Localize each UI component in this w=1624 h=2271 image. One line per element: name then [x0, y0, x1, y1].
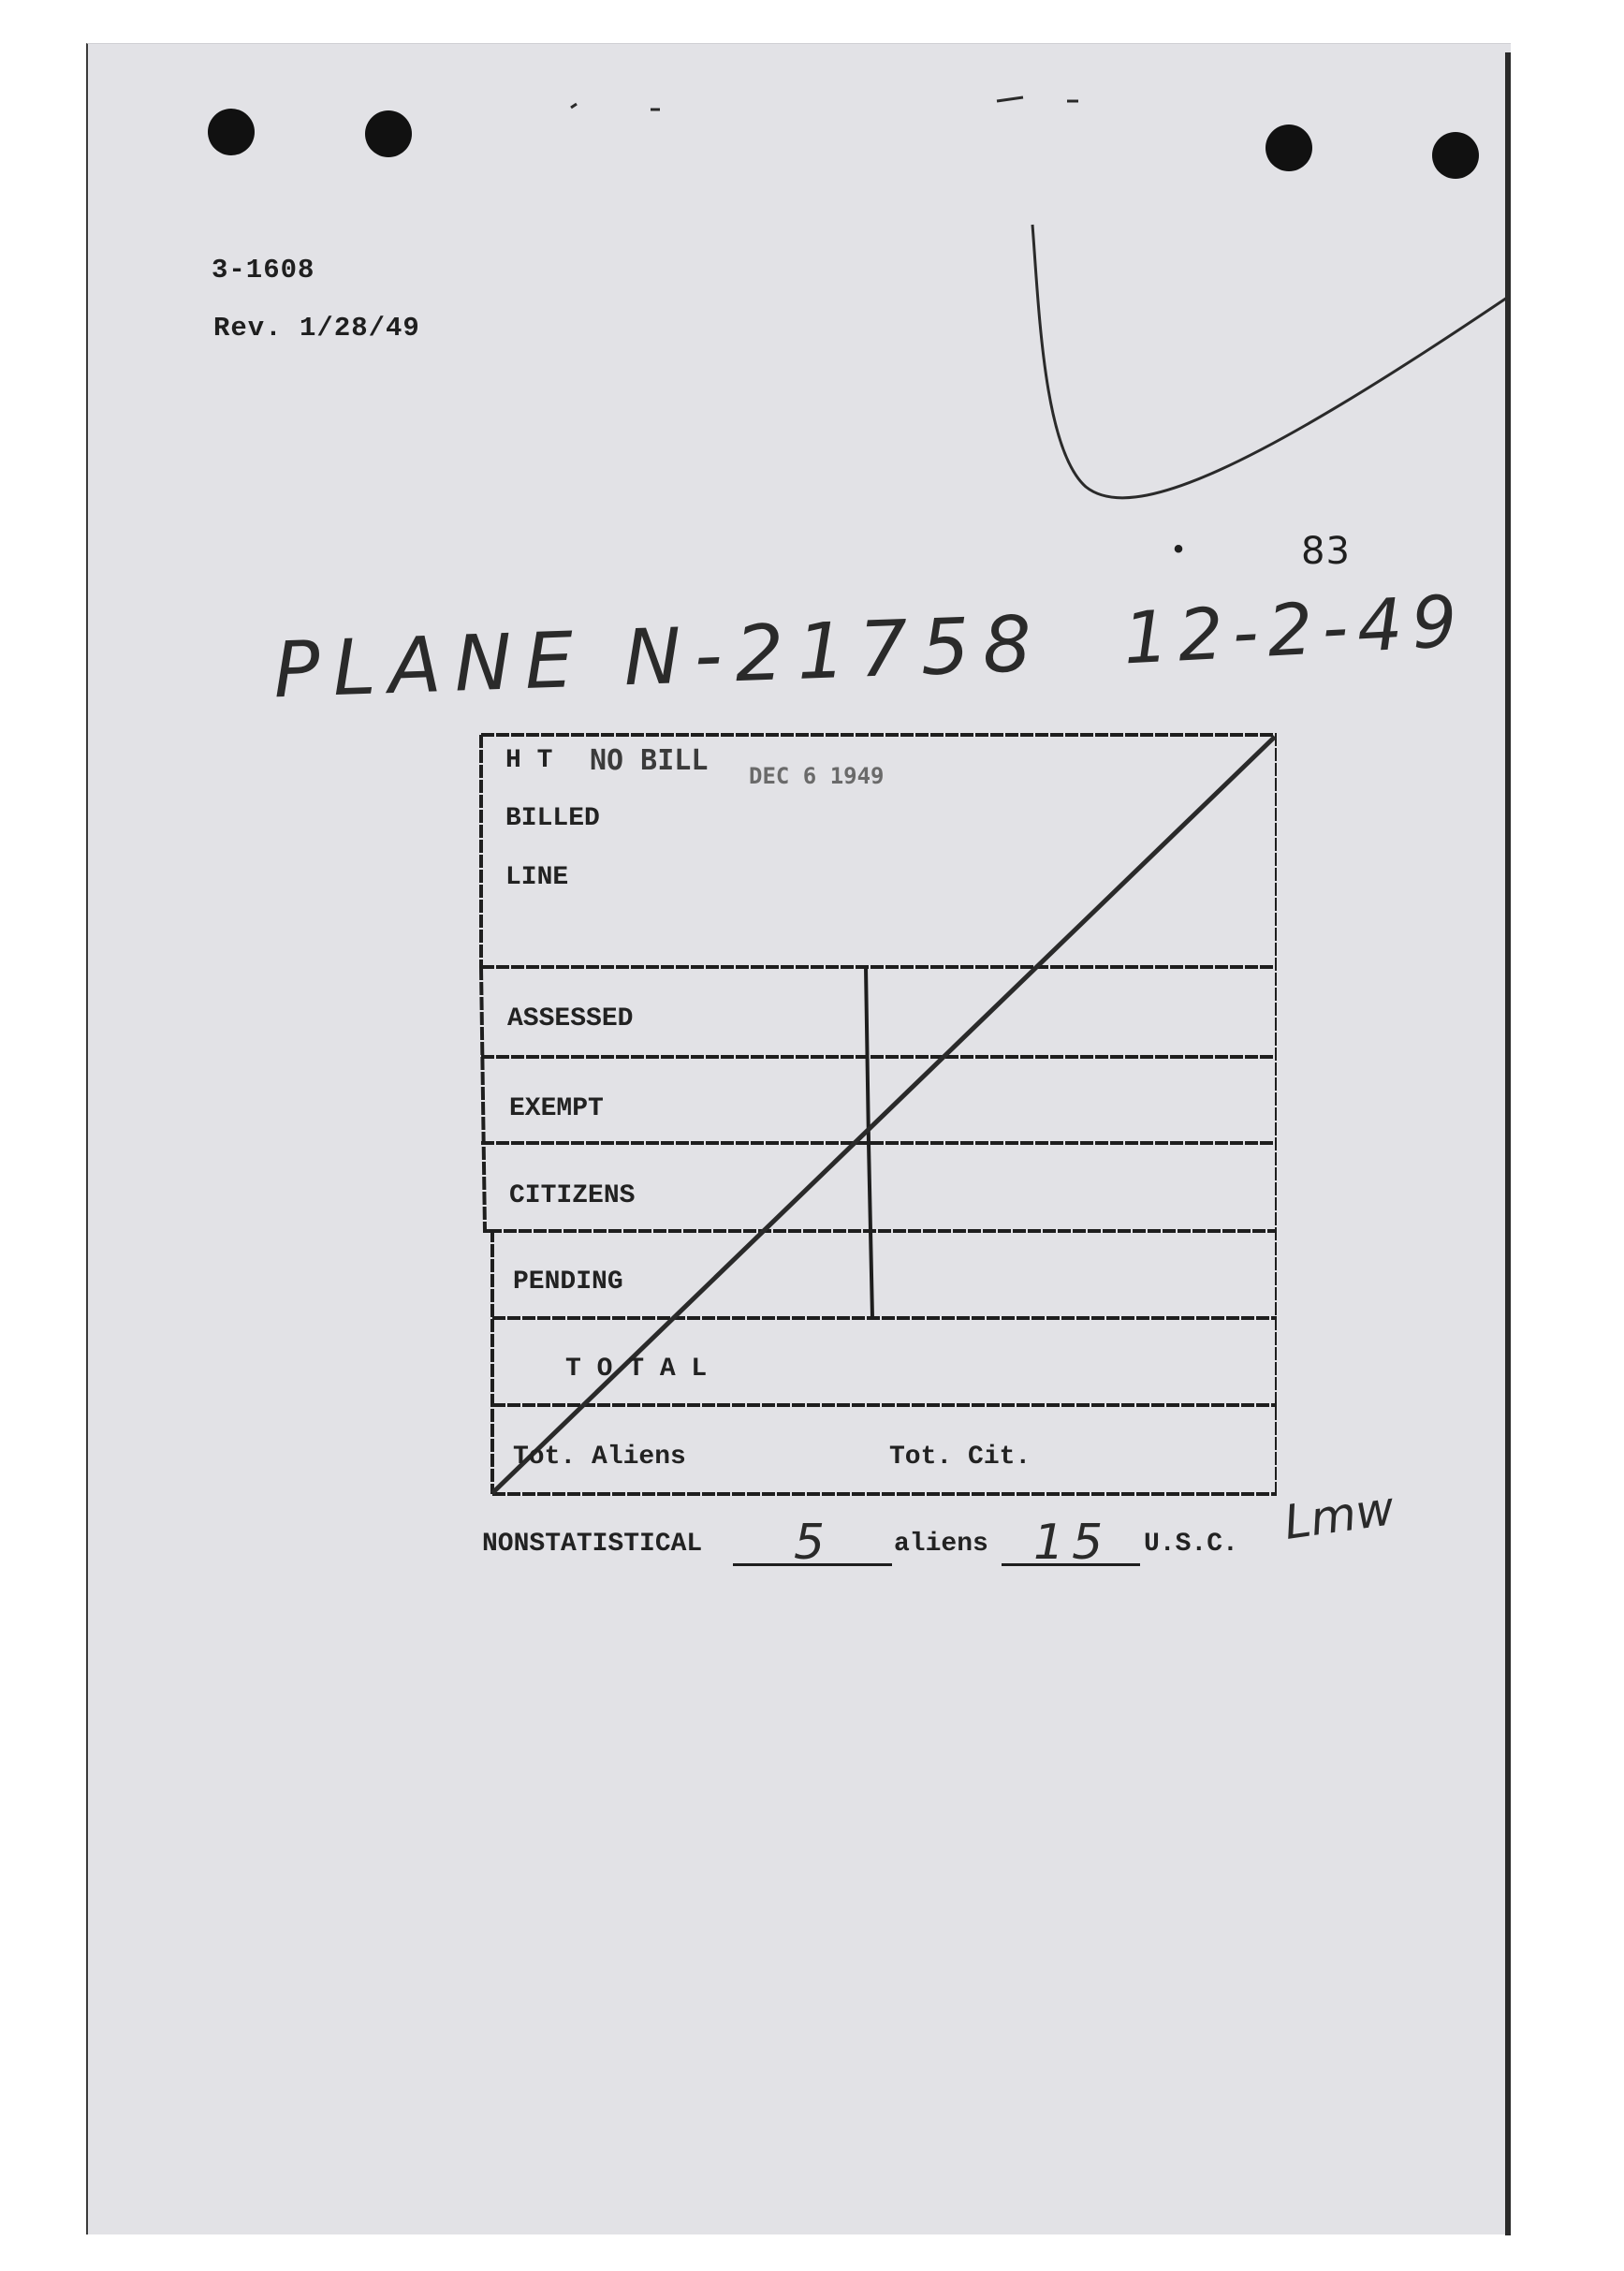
sheet-edge — [1505, 52, 1511, 2235]
header-ht: H T — [505, 746, 553, 775]
handwritten-date: 12-2-49 — [1120, 579, 1469, 681]
punch-hole — [1266, 125, 1312, 171]
label-aliens: aliens — [894, 1530, 988, 1559]
usc-count-value: 15 — [1033, 1515, 1111, 1571]
stamp-no-bill: NO BILL — [590, 744, 709, 777]
punch-hole — [1432, 132, 1479, 179]
form-revision: Rev. 1/28/49 — [213, 313, 420, 344]
tally-form — [479, 733, 1277, 1496]
label-nonstatistical: NONSTATISTICAL — [482, 1530, 703, 1559]
row-label-citizens: CITIZENS — [509, 1181, 636, 1210]
label-tot-cit: Tot. Cit. — [889, 1443, 1031, 1472]
stamp-dot: • — [1170, 535, 1189, 567]
punch-hole — [365, 110, 412, 157]
label-usc: U.S.C. — [1144, 1530, 1238, 1559]
handwritten-plane-number: PLANE N-21758 — [271, 599, 1046, 716]
aliens-count-value: 5 — [794, 1515, 826, 1571]
stamp-number: 83 — [1301, 530, 1351, 573]
row-label-exempt: EXEMPT — [509, 1094, 604, 1123]
row-label-pending: PENDING — [513, 1267, 623, 1297]
label-line: LINE — [505, 863, 569, 892]
handwritten-initials: Lmw — [1280, 1481, 1397, 1550]
form-number: 3-1608 — [212, 255, 315, 286]
label-total: T O T A L — [565, 1355, 708, 1384]
stamp-date: DEC 6 1949 — [749, 763, 885, 789]
row-label-assessed: ASSESSED — [507, 1004, 634, 1033]
punch-hole — [208, 109, 255, 155]
label-tot-aliens: Tot. Aliens — [513, 1443, 686, 1472]
label-billed: BILLED — [505, 804, 600, 833]
